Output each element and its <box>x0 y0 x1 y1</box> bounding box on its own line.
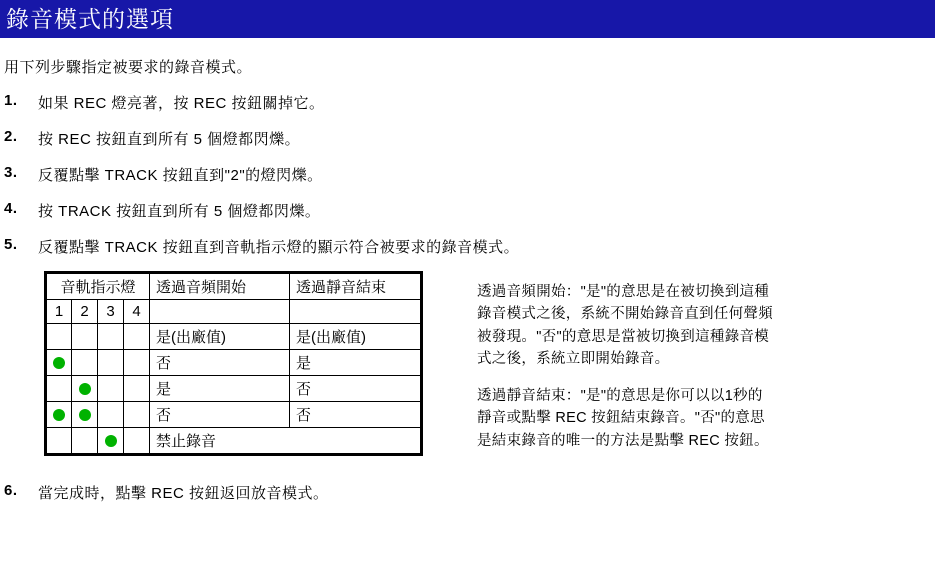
led-cell <box>98 324 124 350</box>
step-number: 3. <box>4 164 18 181</box>
led-cell <box>72 324 98 350</box>
led-cell <box>124 376 150 402</box>
list-item <box>0 236 935 257</box>
cell-start: 禁止錄音 <box>150 428 422 455</box>
led-cell <box>124 428 150 455</box>
note-silence-end: 透過靜音結束："是"的意思是你可以以1秒的靜音或點擊 REC 按鈕結束錄音。"否"的意思是結束錄音的唯一的方法是點擊 REC 按鈕。 <box>477 387 769 449</box>
led-cell <box>46 350 72 376</box>
notes-panel <box>477 271 777 466</box>
led-header-1: 1 <box>46 300 72 324</box>
led-cell <box>46 324 72 350</box>
step-text: 反覆點擊 TRACK 按鈕直到"2"的燈閃爍。 <box>38 167 323 184</box>
cell-end: 否 <box>290 402 422 428</box>
led-cell <box>72 428 98 455</box>
led-cell <box>72 402 98 428</box>
step-number: 1. <box>4 92 18 109</box>
led-on-indicator <box>53 357 65 369</box>
led-on-indicator <box>105 435 117 447</box>
table-subheader-row <box>46 300 422 324</box>
intro-paragraph: 用下列步驟指定被要求的錄音模式。 <box>4 59 253 76</box>
led-on-indicator <box>79 409 91 421</box>
note-audio-start: 透過音頻開始："是"的意思是在被切換到這種錄音模式之後，系統不開始錄音直到任何聲頻被發現。"否"的意思是當被切換到這種錄音模式之後，系統立即開始錄音。 <box>477 284 773 368</box>
page-title: 錄音模式的選項 <box>0 0 935 38</box>
table-row <box>46 350 422 376</box>
step-number: 6. <box>4 482 18 500</box>
cell-end: 否 <box>290 376 422 402</box>
led-group-header: 音軌指示燈 <box>46 273 150 300</box>
list-item <box>0 128 935 149</box>
led-cell <box>98 428 124 455</box>
led-cell <box>46 428 72 455</box>
led-cell <box>124 324 150 350</box>
step-number: 4. <box>4 200 18 217</box>
cell-start: 是(出廠值) <box>150 324 290 350</box>
table-row <box>46 376 422 402</box>
led-cell <box>98 402 124 428</box>
step-text: 當完成時，點擊 REC 按鈕返回放音模式。 <box>38 485 329 503</box>
list-item <box>0 482 935 503</box>
led-on-indicator <box>53 409 65 421</box>
list-item <box>0 92 935 113</box>
led-cell <box>72 350 98 376</box>
cell-start: 否 <box>150 350 290 376</box>
steps-list <box>0 92 935 257</box>
led-cell <box>72 376 98 402</box>
table-row <box>46 324 422 350</box>
led-cell <box>98 376 124 402</box>
led-cell <box>124 402 150 428</box>
step-number: 2. <box>4 128 18 145</box>
led-on-indicator <box>79 383 91 395</box>
led-header-2: 2 <box>72 300 98 324</box>
step-text: 按 TRACK 按鈕直到所有 5 個燈都閃爍。 <box>38 203 321 220</box>
cell-end: 是(出廠值) <box>290 324 422 350</box>
cell-start: 否 <box>150 402 290 428</box>
table-row <box>46 402 422 428</box>
table-row <box>46 428 422 455</box>
empty-cell <box>150 300 290 324</box>
led-cell <box>124 350 150 376</box>
column-header-end: 透過靜音結束 <box>290 273 422 300</box>
cell-start: 是 <box>150 376 290 402</box>
step-text: 如果 REC 燈亮著，按 REC 按鈕關掉它。 <box>38 95 325 112</box>
empty-cell <box>290 300 422 324</box>
step-text: 按 REC 按鈕直到所有 5 個燈都閃爍。 <box>38 131 301 148</box>
led-cell <box>46 376 72 402</box>
led-cell <box>46 402 72 428</box>
record-modes-table <box>44 271 423 456</box>
table-header-row <box>46 273 422 300</box>
cell-end: 是 <box>290 350 422 376</box>
led-header-3: 3 <box>98 300 124 324</box>
led-cell <box>98 350 124 376</box>
list-item <box>0 164 935 185</box>
table-and-notes <box>44 271 935 466</box>
led-header-4: 4 <box>124 300 150 324</box>
step-text: 反覆點擊 TRACK 按鈕直到音軌指示燈的顯示符合被要求的錄音模式。 <box>38 239 520 256</box>
step-number: 5. <box>4 236 18 253</box>
list-item <box>0 200 935 221</box>
column-header-start: 透過音頻開始 <box>150 273 290 300</box>
